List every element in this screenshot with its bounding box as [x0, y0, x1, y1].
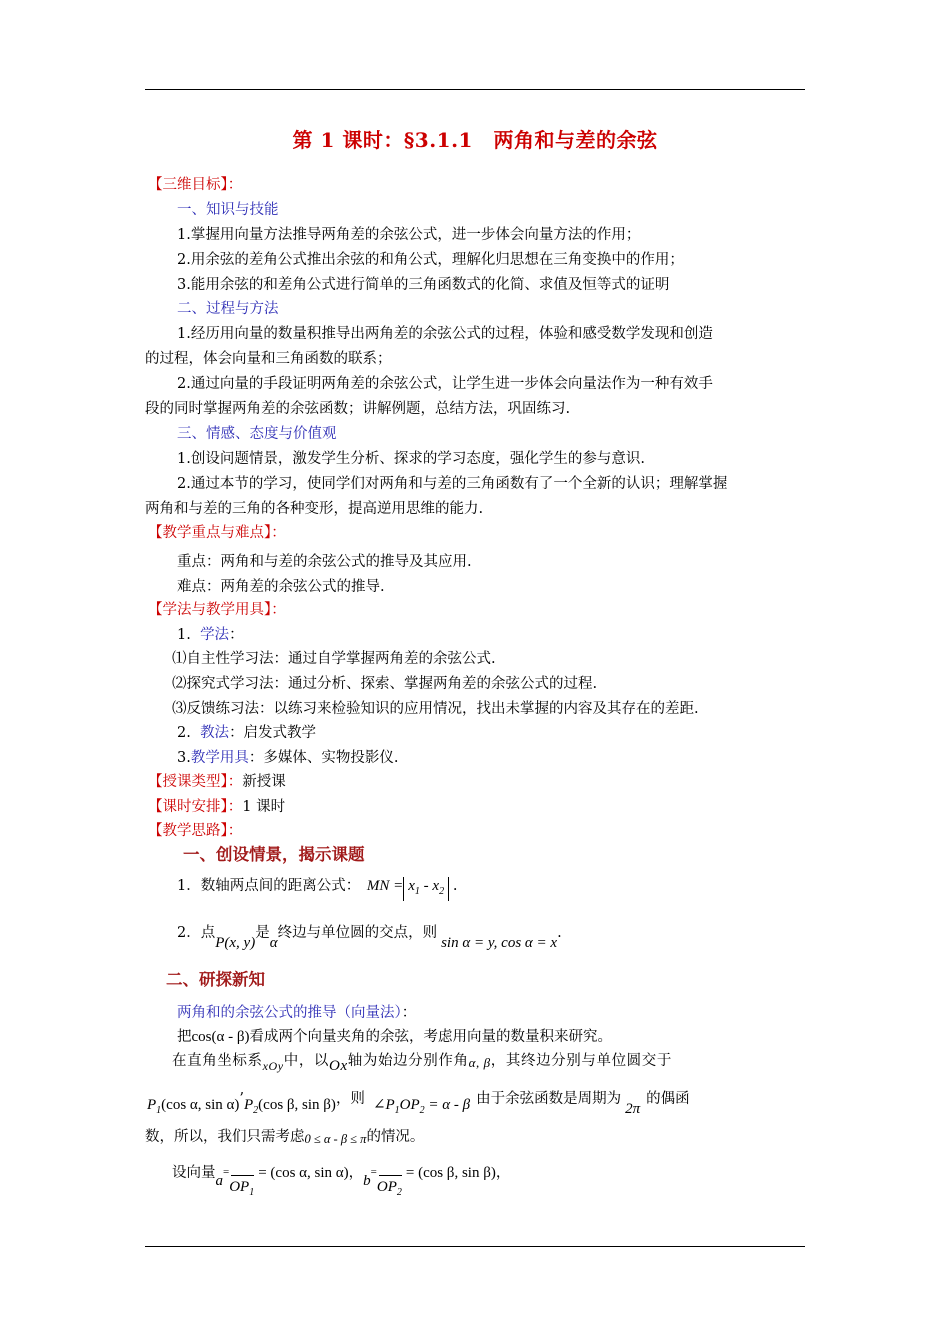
- method3-number: 3.: [177, 750, 191, 766]
- formula-x2: x: [432, 878, 440, 894]
- question2-mid1: 是: [255, 925, 270, 941]
- angle-eq: = α - β: [428, 1097, 471, 1113]
- p2-point: $P_2$: [244, 1097, 259, 1116]
- top-rule: [145, 89, 805, 90]
- hard-point: 难点：两角差的余弦公式的推导.: [177, 579, 385, 595]
- goal3-heading: 三、情感、态度与价值观: [177, 426, 337, 442]
- alpha-beta-symbol: α, β: [468, 1055, 491, 1070]
- method3-text: ：多媒体、实物投影仪.: [248, 750, 399, 766]
- method2-label: 教法: [200, 725, 230, 741]
- derivation-l5-end: ，: [495, 1165, 511, 1181]
- derivation-line2: [172, 1052, 672, 1074]
- derivation-l5-comma: ，: [348, 1165, 364, 1181]
- method2-line: [177, 724, 316, 742]
- derivation-l2-c: 轴为始边分别作角: [347, 1053, 469, 1069]
- lesson-title: 第 1 课时：§3.1.1 两角和与差的余弦: [292, 128, 658, 152]
- op1-letters: OP: [229, 1179, 250, 1195]
- two-pi-symbol: 2π: [625, 1101, 641, 1117]
- derivation-line4: [145, 1128, 424, 1146]
- vector-b: b: [363, 1173, 371, 1189]
- formula-x1: x: [408, 878, 415, 894]
- xoy-symbol: xOy: [262, 1059, 284, 1073]
- goal3-para1: 1.创设问题情景，激发学生分析、探求的学习态度，强化学生的参与意识.: [177, 451, 645, 467]
- derivation-l3-then: ，则: [335, 1091, 365, 1107]
- p2-coordinates: (cos β, sin β): [258, 1097, 336, 1113]
- goal2-para1-line1: 1.经历用向量的数量积推导出两角差的余弦公式的过程，体验和感受数学发现和创造: [177, 326, 713, 342]
- bottom-rule: [145, 1246, 805, 1247]
- goal1-item-2: 2.用余弦的差角公式推出余弦的和角公式，理解化归思想在三角变换中的作用；: [177, 252, 684, 268]
- derivation-line1: [177, 1028, 612, 1046]
- formula-equals: =: [393, 878, 404, 894]
- derivation-l2-d: ，其终边分别与单位圆交于: [490, 1053, 672, 1069]
- derivation-l3-end: 的偶函: [646, 1091, 690, 1107]
- vector-op2: $OP_2$: [377, 1178, 402, 1202]
- formula-mn: MN: [366, 878, 390, 894]
- formula-minus: -: [423, 878, 429, 894]
- alpha-symbol: α: [269, 935, 278, 951]
- derivation-l2-a: 在直角坐标系: [172, 1053, 263, 1069]
- section-goals-heading: 【三维目标】：: [148, 177, 243, 193]
- question1-line: 1．数轴两点间的距离公式： MN = $x_1 - x_2$ .: [177, 877, 457, 901]
- lesson-type-line: [148, 773, 286, 791]
- goal1-heading: 一、知识与技能: [177, 202, 279, 218]
- goal2-para2-line2: 段的同时掌握两角差的余弦函数；讲解例题，总结方法，巩固练习.: [145, 401, 571, 417]
- part1-heading: 一、创设情景，揭示课题: [183, 845, 365, 864]
- method3-line: [177, 749, 398, 767]
- schedule-value: 1 课时: [242, 799, 286, 815]
- section-schedule-heading: 【课时安排】：: [148, 799, 243, 815]
- schedule-line: [148, 798, 285, 816]
- goal2-heading: 二、过程与方法: [177, 301, 279, 317]
- vector-b-coordinates: = (cos β, sin β): [405, 1165, 496, 1181]
- question1-text: 1．数轴两点间的距离公式：: [177, 878, 361, 894]
- section-type-heading: 【授课类型】：: [148, 774, 243, 790]
- derivation-heading-line: [177, 1004, 416, 1022]
- method1-colon: ：: [229, 627, 244, 643]
- derivation-line3: $P_1(\cos$ α, $\sin \alpha)’P_2(\cos$ β, sin β)，则 $\angle P_1OP_2 = \alpha - \beta$ 由于余弦函数是周期为2π的偶函: [147, 1091, 690, 1117]
- method1-item-3: ⑶反馈练习法：以练习来检验知识的应用情况，找出未掌握的内容及其存在的差距.: [172, 701, 699, 717]
- p1-point: $P_1$: [147, 1097, 162, 1116]
- sin-cos-formula: sin α = y, cos α = x: [441, 935, 558, 951]
- derivation-l1-text: 看成两个向量夹角的余弦，考虑用向量的数量积来研究。: [249, 1029, 612, 1045]
- vector-a: a: [215, 1173, 223, 1189]
- angle-op: OP: [399, 1097, 420, 1113]
- p2-letter: P: [244, 1097, 254, 1113]
- p1-coordinates: (cos α, sin α): [161, 1097, 240, 1113]
- part2-heading: 二、研探新知: [166, 970, 265, 989]
- derivation-colon: ：: [401, 1005, 417, 1021]
- method1-label: 学法: [200, 627, 230, 643]
- op2-letters: OP: [376, 1179, 397, 1195]
- angle-formula: $\angle P_1OP_2 = \alpha - \beta$: [372, 1097, 471, 1116]
- angle-p1: ∠P: [372, 1097, 395, 1113]
- cos-alpha-minus-beta: cos(α - β): [191, 1029, 250, 1045]
- method1-number: 1.: [177, 627, 191, 643]
- question2-line: 2．点P(x, y)是α终边与单位圆的交点，则sin α = y, cos α = x.: [177, 925, 562, 951]
- method3-label: 教学用具: [190, 750, 249, 766]
- derivation-l4-prefix: 数，所以，我们只需考虑: [145, 1129, 305, 1145]
- question2-mid2: 终边与单位圆的交点，则: [277, 925, 438, 941]
- method1-item-1: ⑴自主性学习法：通过自学掌握两角差的余弦公式.: [172, 651, 496, 667]
- method2-number: 2.: [177, 725, 191, 741]
- range-condition: 0 ≤ α - β ≤ π: [304, 1132, 367, 1146]
- derivation-l1-prefix: 把: [177, 1029, 192, 1045]
- goal1-item-1: 1.掌握用向量方法推导两角差的余弦公式，进一步体会向量方法的作用；: [177, 227, 641, 243]
- goal1-item-3: 3.能用余弦的和差角公式进行简单的三角函数式的化简、求值及恒等式的证明: [177, 277, 670, 293]
- goal3-para2-line2: 两角和与差的三角的各种变形，提高逆用思维的能力.: [145, 501, 484, 517]
- derivation-heading: 两角和的余弦公式的推导（向量法）: [177, 1005, 402, 1021]
- goal2-para2-line1: 2.通过向量的手段证明两角差的余弦公式，让学生进一步体会向量法作为一种有效手: [177, 376, 713, 392]
- vector-a-coordinates: = (cos α, sin α): [258, 1165, 349, 1181]
- derivation-l4-suffix: 的情况。: [366, 1129, 425, 1145]
- derivation-l3-text: 由于余弦函数是周期为: [476, 1091, 622, 1107]
- method1-item-2: ⑵探究式学习法：通过分析、探索、掌握两角差的余弦公式的过程.: [172, 676, 598, 692]
- vector-op1: $OP_1$: [229, 1178, 254, 1202]
- question2-prefix: 2．点: [177, 925, 216, 941]
- key-point: 重点：两角和与差的余弦公式的推导及其应用.: [177, 554, 472, 570]
- point-p: P(x, y): [215, 935, 256, 951]
- absolute-value: $x_1 - x_2$: [403, 877, 449, 901]
- derivation-l2-b: 中，以: [283, 1053, 330, 1069]
- section-idea-heading: 【教学思路】：: [148, 823, 243, 839]
- method1-line: [177, 626, 244, 644]
- goal2-para1-line2: 的过程，体会向量和三角函数的联系；: [145, 351, 392, 367]
- derivation-l5-prefix: 设向量: [172, 1165, 216, 1181]
- lesson-type-value: 新授课: [242, 774, 286, 790]
- p1-letter: P: [147, 1097, 157, 1113]
- derivation-line5: 设向量$a=OP_1= (\cos$ α, sin α)，$b=OP_2= (\cos$ β, sin β)，: [172, 1164, 510, 1188]
- section-method-heading: 【学法与教学用具】：: [148, 602, 286, 618]
- ox-symbol: Ox: [329, 1058, 348, 1074]
- distance-formula: [366, 878, 453, 897]
- method2-text: ：启发式教学: [229, 725, 317, 741]
- section-keypoints-heading: 【教学重点与难点】：: [148, 525, 286, 541]
- goal3-para2-line1: 2.通过本节的学习，使同学们对两角和与差的三角函数有了一个全新的认识；理解掌握: [177, 476, 728, 492]
